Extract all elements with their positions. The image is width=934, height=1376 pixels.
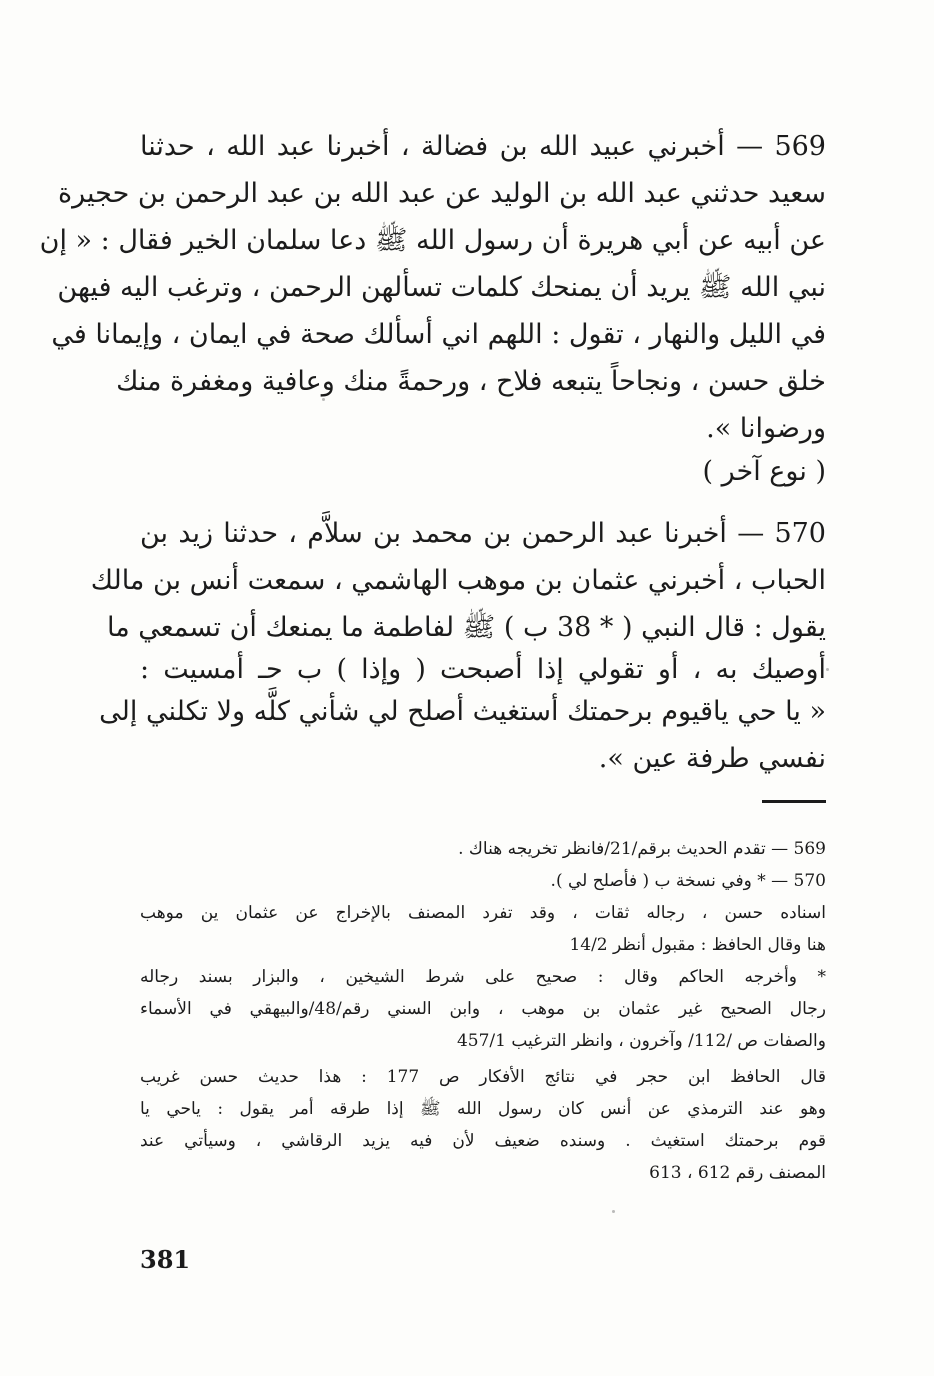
hadith-570-line-5: « يا حي ياقيوم برحمتك أستغيث أصلح لي شأني كلَّه ولا تكلني إلى bbox=[99, 696, 826, 727]
hadith-570-line-1: 570 — أخبرنا عبد الرحمن بن محمد بن سلاَّم ، حدثنا زيد بن bbox=[140, 518, 826, 549]
footnote-line: قوم برحمتك استغيث . وسنده ضعيف لأن فيه يزيد الرقاشي ، وسيأتي عند bbox=[140, 1131, 826, 1151]
footnote-line: المصنف رقم 612 ، 613 bbox=[649, 1163, 826, 1183]
footnote-line: رجال الصحيح غير عثمان بن موهب ، وابن السني رقم/48/والبيهقي في الأسماء bbox=[140, 999, 826, 1019]
hadith-569-line-3: عن أبيه عن أبي هريرة أن رسول الله ﷺ دعا سلمان الخير فقال : « إن bbox=[39, 225, 826, 256]
hadith-569-line-4: نبي الله ﷺ يريد أن يمنحك كلمات تسألهن الرحمن ، وترغب اليه فيهن bbox=[57, 272, 826, 303]
hadith-570-line-2: الحباب ، أخبرني عثمان بن موهب الهاشمي ، سمعت أنس بن مالك bbox=[90, 565, 826, 596]
footnote-line: هنا وقال الحافظ : مقبول أنظر 14/2 bbox=[569, 935, 826, 955]
footnote-line: وهو عند الترمذي عن أنس كان رسول الله ﷺ إذا طرقه أمر يقول : ياحي يا bbox=[140, 1099, 826, 1119]
footnote-569: 569 — تقدم الحديث برقم/21/فانظر تخريجه هناك . bbox=[458, 839, 826, 859]
hadith-570-line-6: نفسي طرفة عين ». bbox=[598, 743, 826, 774]
scan-speck bbox=[322, 398, 325, 401]
footnote-line: * وأخرجه الحاكم وقال : صحيح على شرط الشيخين ، والبزار بسند رجاله bbox=[140, 967, 826, 987]
hadith-570-line-3: يقول : قال النبي ( * 38 ب ) ﷺ لفاطمة ما يمنعك أن تسمعي ما bbox=[106, 612, 826, 643]
page-number: 381 bbox=[140, 1245, 191, 1274]
hadith-569-line-1: 569 — أخبرني عبيد الله بن فضالة ، أخبرنا عبد الله ، حدثنا bbox=[140, 131, 826, 162]
scan-speck bbox=[612, 1210, 615, 1213]
hadith-569-line-6: خلق حسن ، ونجاحاً يتبعه فلاح ، ورحمةً منك وعافية ومغفرة منك bbox=[116, 366, 826, 397]
scan-speck bbox=[826, 668, 829, 671]
footnote-line: والصفات ص /112/ وآخرون ، وانظر الترغيب 457/1 bbox=[456, 1031, 826, 1051]
hadith-569-line-2: سعيد حدثني عبد الله بن الوليد عن عبد الله بن عبد الرحمن بن حجيرة bbox=[57, 178, 826, 209]
footnote-line: قال الحافظ ابن حجر في نتائج الأفكار ص 177 : هذا حديث حسن غريب bbox=[140, 1067, 826, 1087]
hadith-570-line-4: أوصيك به ، أو تقولي إذا أصبحت ( وإذا ) ب حـ أمسيت : bbox=[140, 654, 826, 685]
footnote-570: 570 — * وفي نسخة ب ( فأصلح لي ). bbox=[550, 871, 826, 891]
footnote-rule bbox=[762, 800, 826, 803]
hadith-569-line-5: في الليل والنهار ، تقول : اللهم اني أسألك صحة في ايمان ، وإيمانا في bbox=[51, 319, 826, 350]
hadith-569-line-7: ورضوانا ». bbox=[706, 413, 826, 444]
section-heading: ( نوع آخر ) bbox=[702, 456, 826, 487]
footnote-line: اسناده حسن ، رجاله ثقات ، وقد تفرد المصنف بالإخراج عن عثمان ين موهب bbox=[140, 903, 826, 923]
